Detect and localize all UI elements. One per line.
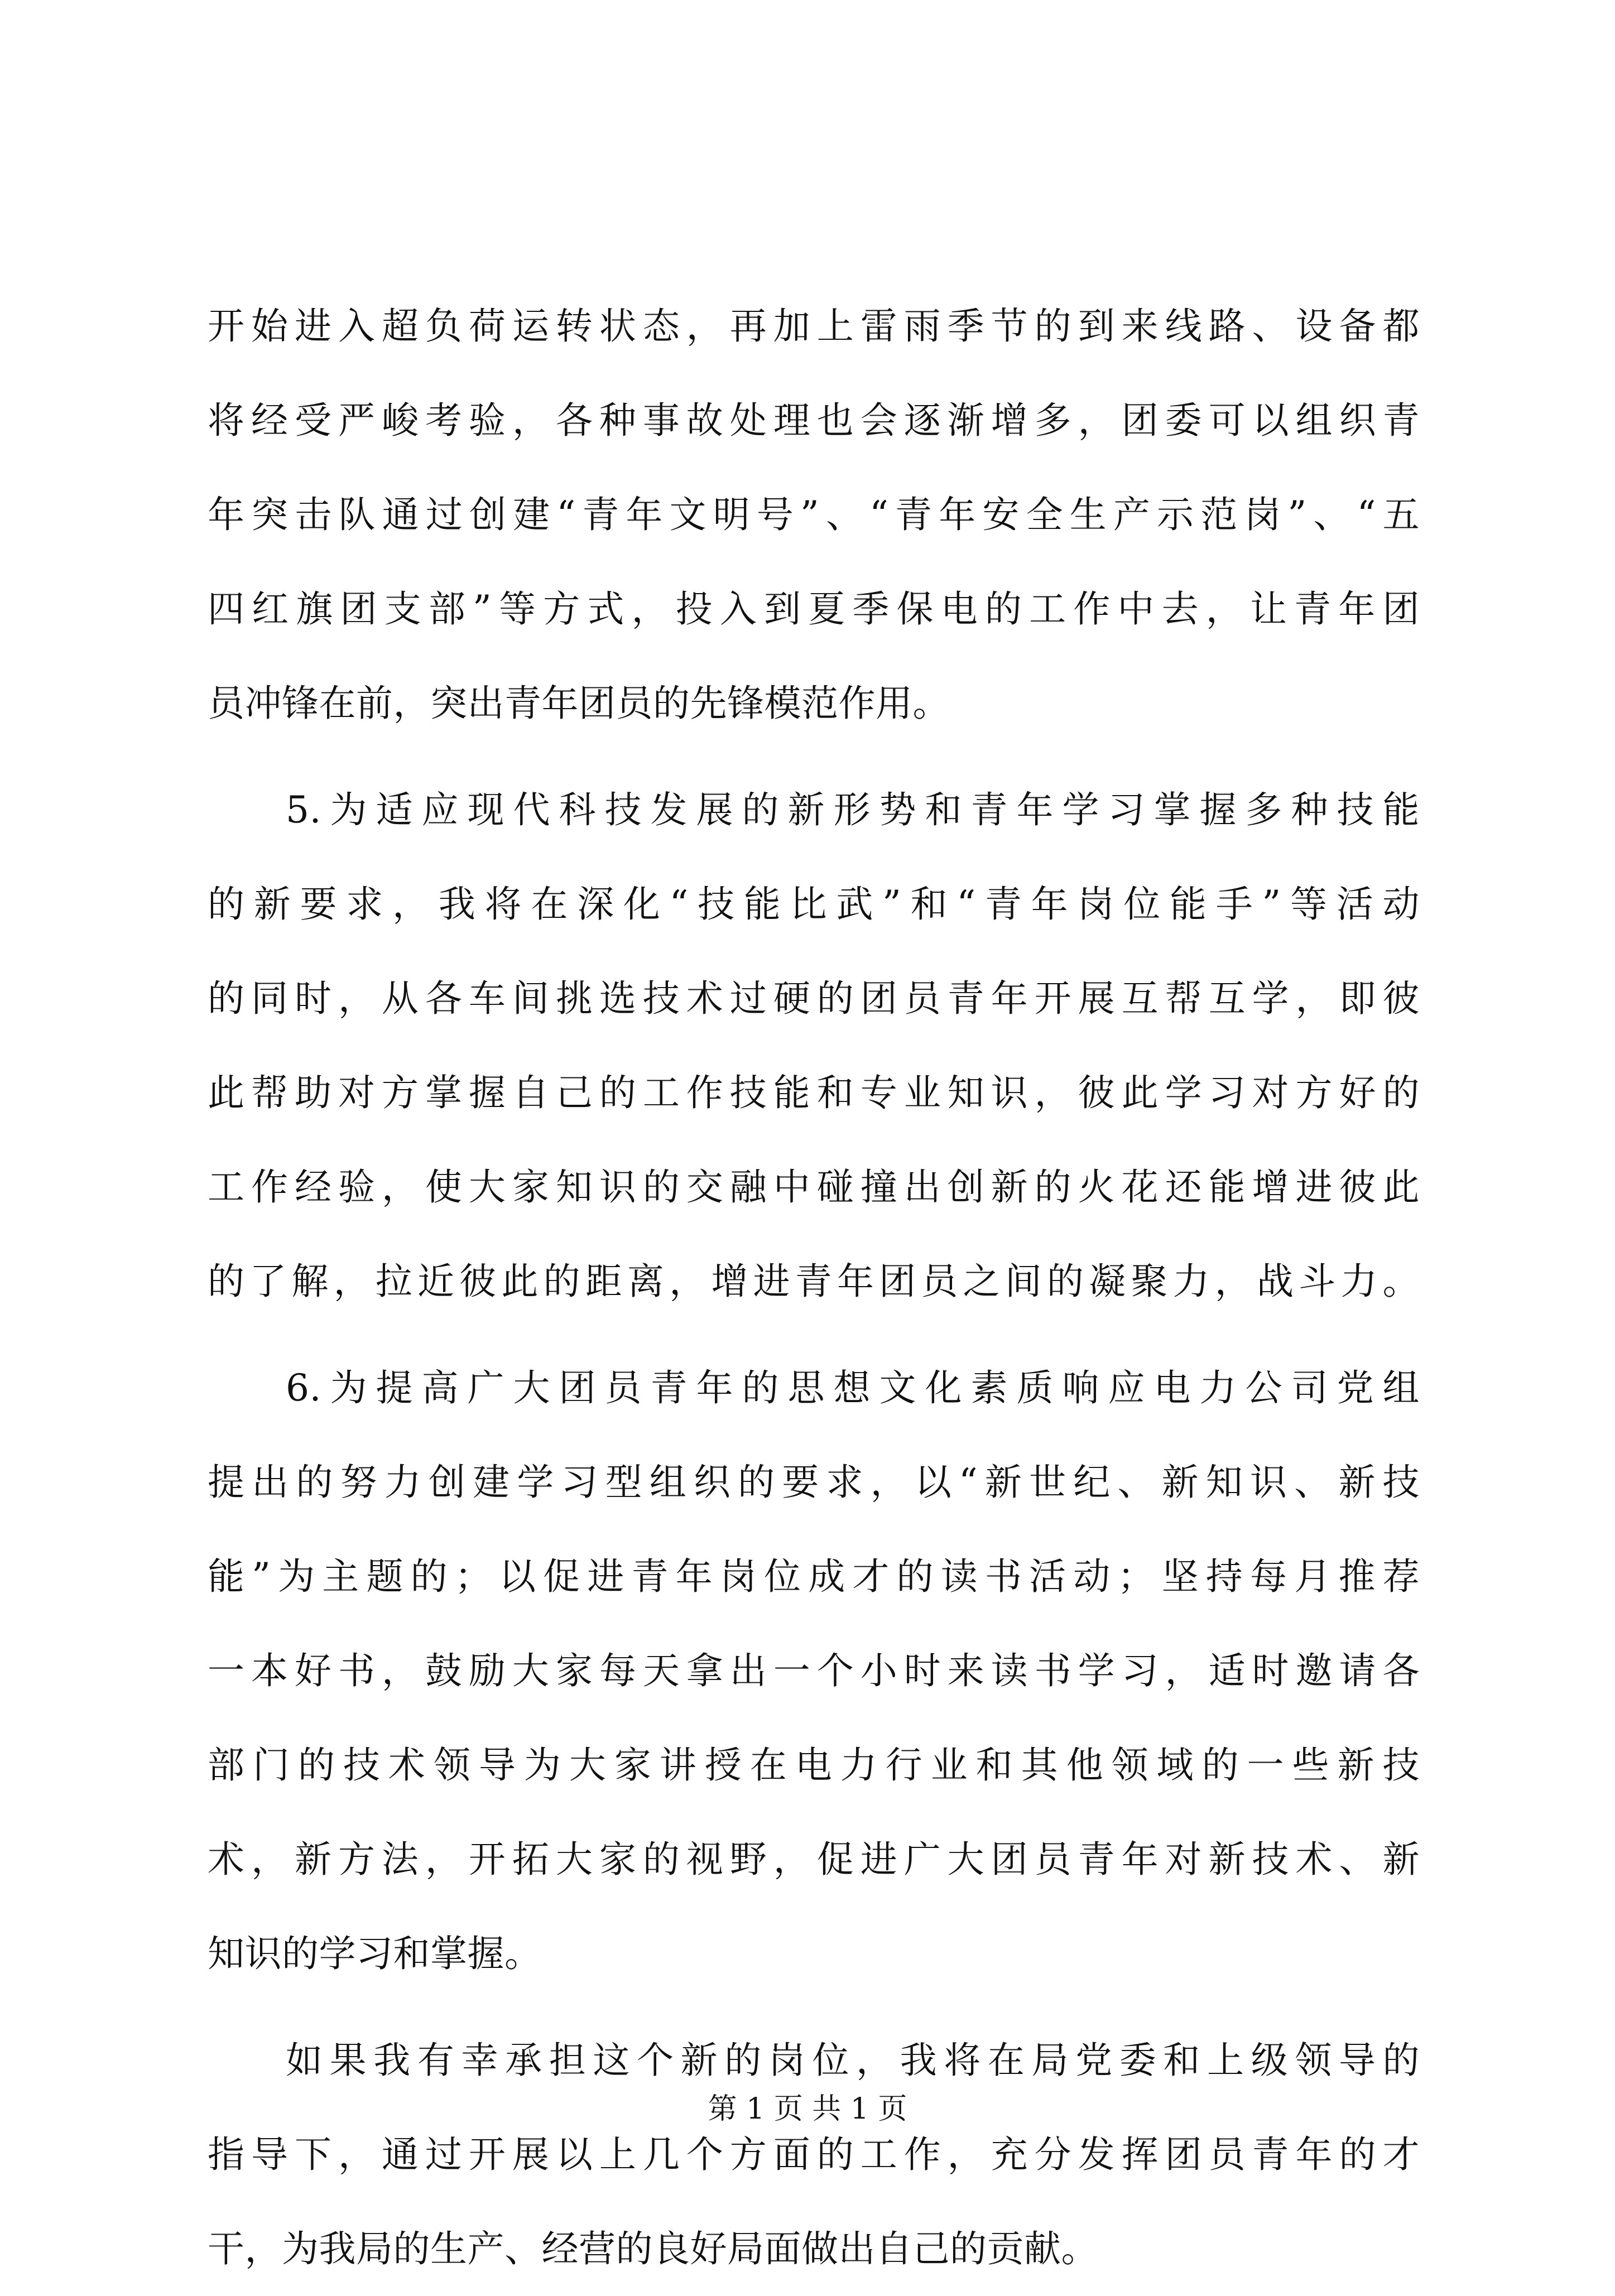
text-line: 指导下，通过开展以上几个方面的工作，充分发挥团员青年的才 — [208, 2133, 1420, 2176]
text-line: 部门的技术领导为大家讲授在电力行业和其他领域的一些新技 — [208, 1744, 1420, 1787]
paragraph-gap — [208, 1328, 1420, 1341]
text-line: 5.为适应现代科技发展的新形势和青年学习掌握多种技能 — [286, 788, 1420, 831]
text-line: 的新要求，我将在深化“技能比武”和“青年岗位能手”等活动 — [208, 883, 1420, 926]
text-line: 的同时，从各车间挑选技术过硬的团员青年开展互帮互学，即彼 — [208, 977, 1420, 1020]
text-line: 干，为我局的生产、经营的良好局面做出自己的贡献。 — [208, 2227, 1098, 2270]
paragraph-2 — [208, 763, 1420, 1328]
text-line: 6.为提高广大团员青年的思想文化素质响应电力公司党组 — [286, 1366, 1420, 1409]
text-line: 提出的努力创建学习型组织的要求，以“新世纪、新知识、新技 — [208, 1461, 1420, 1504]
text-line: 四红旗团支部”等方式，投入到夏季保电的工作中去，让青年团 — [208, 588, 1420, 630]
text-line: 术，新方法，开拓大家的视野，促进广大团员青年对新技术、新 — [208, 1838, 1420, 1881]
text-line: 的了解，拉近彼此的距离，增进青年团员之间的凝聚力，战斗力。 — [208, 1260, 1420, 1303]
page-footer — [0, 2087, 1615, 2131]
paragraph-3 — [208, 1341, 1420, 2001]
paragraph-gap — [208, 750, 1420, 763]
text-line: 工作经验，使大家知识的交融中碰撞出创新的火花还能增进彼此 — [208, 1166, 1420, 1209]
text-line: 开始进入超负荷运转状态，再加上雷雨季节的到来线路、设备都 — [208, 305, 1420, 348]
text-line: 员冲锋在前，突出青年团员的先锋模范作用。 — [208, 682, 950, 725]
text-line: 能”为主题的；以促进青年岗位成才的读书活动；坚持每月推荐 — [208, 1555, 1420, 1598]
text-line: 此帮助对方掌握自己的工作技能和专业知识，彼此学习对方好的 — [208, 1071, 1420, 1114]
paragraph-gap — [208, 2001, 1420, 2013]
text-line: 将经受严峻考验，各种事故处理也会逐渐增多，团委可以组织青 — [208, 399, 1420, 442]
paragraph-1 — [208, 279, 1420, 750]
text-line: 知识的学习和掌握。 — [208, 1932, 542, 1975]
text-line: 一本好书，鼓励大家每天拿出一个小时来读书学习，适时邀请各 — [208, 1649, 1420, 1692]
text-line: 年突击队通过创建“青年文明号”、“青年安全生产示范岗”、“五 — [208, 493, 1420, 536]
page-number-label: 第 1 页 共 1 页 — [708, 2092, 907, 2126]
paragraph-4 — [208, 2013, 1420, 2296]
document-body — [208, 279, 1420, 2296]
text-line: 如果我有幸承担这个新的岗位，我将在局党委和上级领导的 — [286, 2039, 1420, 2082]
